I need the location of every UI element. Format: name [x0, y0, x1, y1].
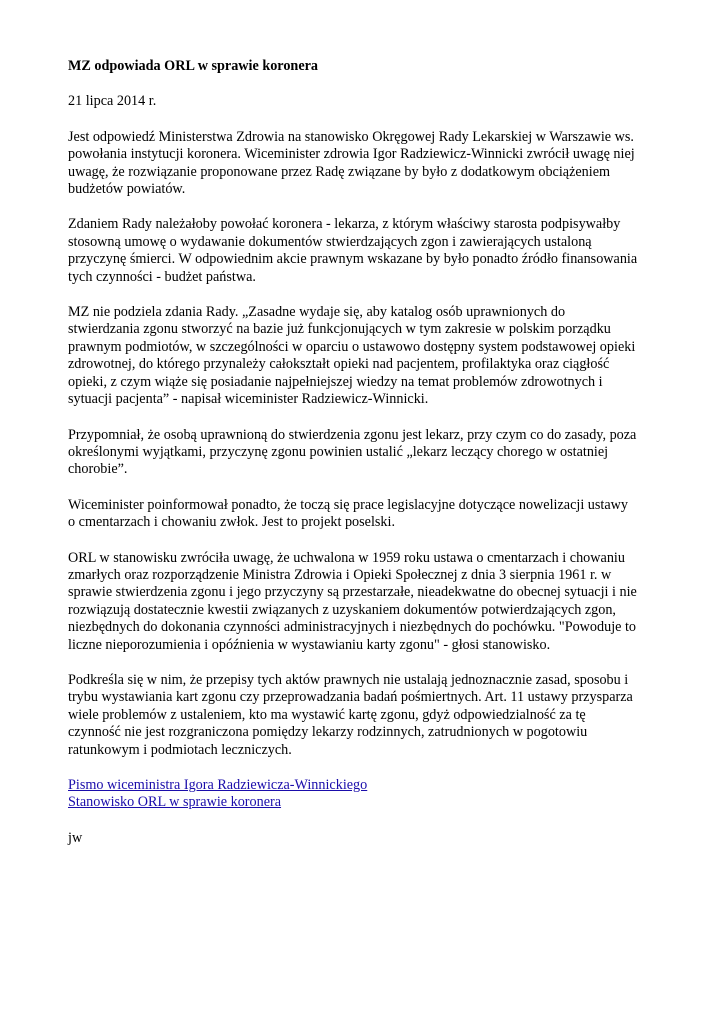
- paragraph-3: [68, 304, 660, 408]
- related-links: [68, 777, 660, 812]
- article-date: 21 lipca 2014 r.: [68, 93, 157, 110]
- text-line: stosowną umowę o wydawanie dokumentów stwierdzających zgon i zawierających ustaloną: [68, 233, 592, 250]
- article-title: MZ odpowiada ORL w sprawie koronera: [68, 58, 319, 74]
- paragraph-5: [68, 497, 660, 532]
- text-line: budżetów powiatów.: [68, 181, 186, 198]
- text-line: zmarłych oraz rozporządzenie Ministra Zdrowia i Opieki Społecznej z dnia 3 sierpnia 1961 r. w: [68, 566, 612, 583]
- text-line: sytuacji pacjenta” - napisał wiceminister Radziewicz-Winnicki.: [68, 391, 429, 408]
- text-line: Przypomniał, że osobą uprawnioną do stwierdzenia zgonu jest lekarz, przy czym co do zasady, poza: [68, 426, 637, 443]
- text-line: określonymi wyjątkami, przyczynę zgonu powinien ustalić „lekarz leczący chorego w ostatniej: [68, 443, 609, 460]
- text-line: powołania instytucji koronera. Wiceminister zdrowia Igor Radziewicz-Winnicki zwrócił uwagę niej: [68, 146, 635, 163]
- link-orl-position[interactable]: Stanowisko ORL w sprawie koronera: [68, 794, 282, 811]
- text-line: uwagę, że rozwiązanie proponowane przez Radę związane by było z dodatkowym obciążeniem: [68, 163, 611, 180]
- text-line: chorobie”.: [68, 461, 128, 478]
- author-signature: jw: [68, 829, 83, 846]
- text-line: tych czynności - budżet państwa.: [68, 268, 256, 285]
- paragraph-1: [68, 129, 660, 199]
- text-line: Wiceminister poinformował ponadto, że toczą się prace legislacyjne dotyczące nowelizacji ustawy: [68, 496, 628, 513]
- text-line: czynność nie jest rozgraniczona pomiędzy lekarzy rodzinnych, zatrudnionych w pogotowiu: [68, 724, 588, 741]
- text-line: sprawie stwierdzenia zgonu i jego przyczyny są przestarzałe, nieadekwatne do obecnej sytuacji i nie: [68, 584, 637, 601]
- text-line: prawnym podmiotów, w szczególności w oparciu o ustawowo dostępny system podstawowej opieki: [68, 338, 636, 355]
- text-line: MZ nie podziela zdania Rady. „Zasadne wydaje się, aby katalog osób uprawnionych do: [68, 304, 566, 321]
- link-deputy-minister-letter[interactable]: Pismo wiceministra Igora Radziewicza-Winnickiego: [68, 777, 368, 793]
- text-line: Podkreśla się w nim, że przepisy tych aktów prawnych nie ustalają jednoznacznie zasad, sposobu i: [68, 671, 629, 688]
- text-line: trybu wystawiania kart zgonu czy przeprowadzania badań pośmiertnych. Art. 11 ustawy przysparza: [68, 689, 633, 706]
- text-line: ratunkowym i podmiotach leczniczych.: [68, 741, 292, 758]
- text-line: stwierdzania zgonu stworzyć na bazie już funkcjonujących w tym zakresie w polskim porządku: [68, 321, 611, 338]
- text-line: ORL w stanowisku zwróciła uwagę, że uchwalona w 1959 roku ustawa o cmentarzach i chowaniu: [68, 549, 625, 566]
- text-line: rozwiązują dostatecznie kwestii związanych z uzyskaniem dokumentów potwierdzających zgon,: [68, 601, 616, 618]
- text-line: Zdaniem Rady należałoby powołać koronera - lekarza, z którym właściwy starosta podpisywałby: [68, 216, 621, 233]
- document-page: [68, 58, 660, 847]
- text-line: o cmentarzach i chowaniu zwłok. Jest to projekt poselski.: [68, 514, 396, 531]
- paragraph-6: [68, 550, 660, 654]
- text-line: opieki, z czym wiąże się posiadanie najpełniejszej wiedzy na temat problemów zdrowotnych i: [68, 373, 603, 390]
- text-line: niezbędnych do dokonania czynności administracyjnych i niezbędnych do pochówku. "Powoduje to: [68, 619, 637, 636]
- text-line: zdrowotnej, do którego przynależy całokształt opieki nad pacjentem, profilaktyka oraz ciągłość: [68, 356, 610, 373]
- text-line: liczne nieporozumienia i opóźnienia w wystawianiu karty zgonu" - głosi stanowisko.: [68, 636, 551, 653]
- paragraph-7: [68, 672, 660, 759]
- text-line: wiele problemów z ustaleniem, kto ma wystawić kartę zgonu, gdyż odpowiedzialność za tę: [68, 706, 586, 723]
- text-line: Jest odpowiedź Ministerstwa Zdrowia na stanowisko Okręgowej Rady Lekarskiej w Warszawie ws.: [68, 128, 634, 145]
- paragraph-4: [68, 427, 660, 479]
- paragraph-2: [68, 216, 660, 286]
- text-line: przyczynę śmierci. W odpowiednim akcie prawnym wskazane by było ponadto źródło finansowania: [68, 251, 638, 268]
